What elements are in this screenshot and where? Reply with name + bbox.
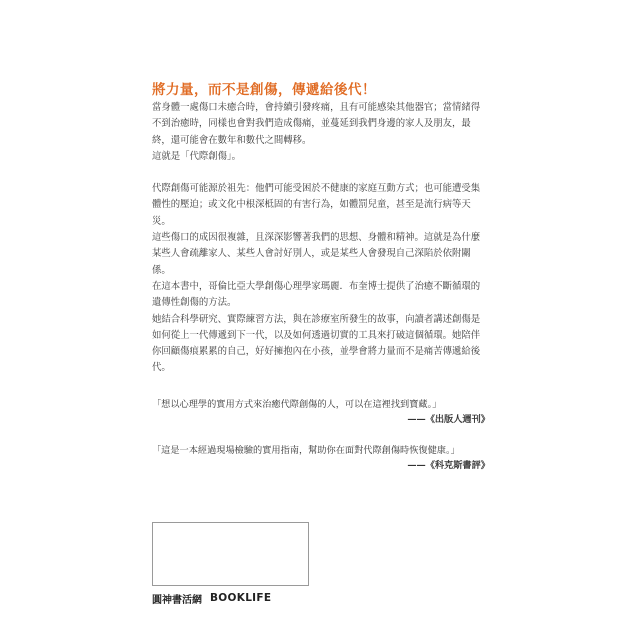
paragraph: 她結合科學研究、實際練習方法，與在診療室所發生的故事，向讀者講述創傷是如何從上一代傳遞到下一代，以及如何透過切實的工具來打破這個循環。她陪伴你回顧傷痕累累的自己，好好擁抱內在小孩，並學會將力量而不是痛苦傳遞給後代。 — [152, 313, 481, 374]
paragraph: 這些傷口的成因很複雜，且深深影響著我們的思想、身體和精神。這就是為什麼某些人會疏離家人、某些人會討好別人，或是某些人會發現自己深陷於依附關係。 — [152, 232, 481, 276]
endorsements — [152, 397, 490, 474]
publisher-brand — [152, 591, 271, 605]
paragraph-spacer — [152, 165, 488, 181]
paragraph: 在這本書中，哥倫比亞大學創傷心理學家瑪麗．布奎博士提供了治癒不斷循環的遺傳性創傷的方法。 — [152, 280, 481, 309]
endorsement-source: ——《科克斯書評》 — [407, 460, 490, 471]
paragraph: 當身體一處傷口未癒合時，會持續引發疼痛，且有可能感染其他器官；當情緒得不到治癒時，同樣也會對我們造成傷痛，並蔓延到我們身邊的家人及朋友，最終，還可能會在數年和數代之間轉移。 — [152, 102, 481, 146]
endorsement — [152, 443, 490, 474]
barcode-placeholder — [152, 522, 309, 586]
endorsement-quote: 「這是一本經過現場檢驗的實用指南，幫助你在面對代際創傷時恢復健康。」 — [152, 445, 460, 456]
booklife-logo: BOOKLIFE — [210, 592, 272, 604]
endorsement — [152, 397, 490, 428]
endorsement-quote: 「想以心理學的實用方式來治癒代際創傷的人，可以在這裡找到寶藏。」 — [152, 399, 442, 410]
paragraph: 這就是「代際創傷」。 — [152, 150, 242, 162]
description — [152, 100, 488, 377]
headline: 將力量，而不是創傷，傳遞給後代！ — [152, 82, 376, 98]
paragraph: 代際創傷可能源於祖先：他們可能受困於不健康的家庭互動方式；也可能遭受集體性的壓迫；或文化中根深柢固的有害行為，如體罰兒童，甚至是流行病等天災。 — [152, 183, 481, 227]
endorsement-source: ——《出版人週刊》 — [407, 414, 490, 425]
publisher-name: 圓神書活網 — [152, 594, 202, 606]
